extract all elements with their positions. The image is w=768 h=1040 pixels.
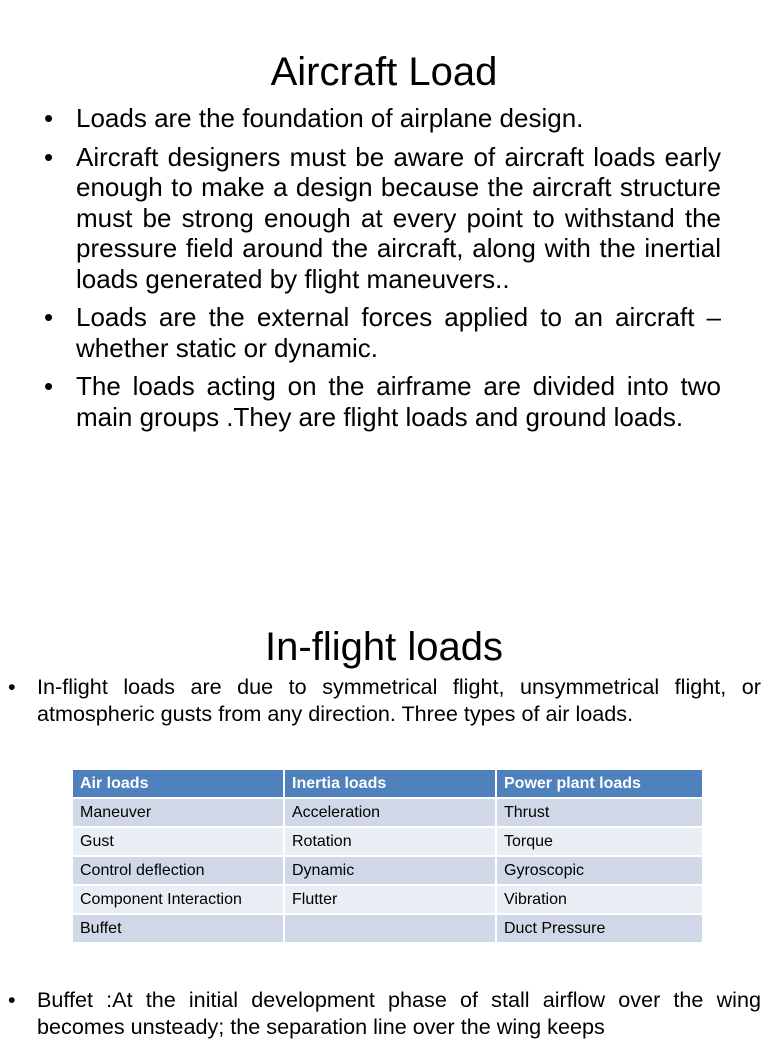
table-cell: Dynamic [284,856,496,885]
table-cell: Flutter [284,885,496,914]
table-row [72,885,703,914]
loads-table [71,768,704,944]
table-row [72,827,703,856]
table-cell: Gyroscopic [496,856,703,885]
buffet-description-list [37,986,761,1040]
table-cell: Rotation [284,827,496,856]
table-cell: Vibration [496,885,703,914]
bullet-item: • Loads are the foundation of airplane design. [76,103,721,134]
page-title-in-flight-loads: In-flight loads [265,625,503,669]
table-cell: Buffet [72,914,284,943]
bullet-item: • In-flight loads are due to symmetrical flight, unsymmetrical flight, or atmospheric gusts from any direction. Three types of air loads. [37,673,761,727]
table-cell: Control deflection [72,856,284,885]
column-header: Inertia loads [284,769,496,798]
table-cell: Duct Pressure [496,914,703,943]
table-row [72,856,703,885]
table-cell: Gust [72,827,284,856]
bullet-item: • Loads are the external forces applied to an aircraft – whether static or dynamic. [76,302,721,363]
bullet-item: • Buffet :At the initial development phase of stall airflow over the wing becomes unsteady; the separation line over the wing keeps [37,986,761,1040]
column-header: Power plant loads [496,769,703,798]
table-row [72,914,703,943]
aircraft-load-bullet-list [76,103,721,440]
column-header: Air loads [72,769,284,798]
page-title-aircraft-load: Aircraft Load [270,50,498,94]
table-cell [284,914,496,943]
table-cell: Maneuver [72,798,284,827]
bullet-item: • Aircraft designers must be aware of aircraft loads early enough to make a design because the aircraft structure must be strong enough at every point to withstand the pressure field around the aircraft, along with the inertial loads generated by flight maneuvers.. [76,142,721,295]
in-flight-intro-list [37,673,761,727]
table-row [72,798,703,827]
table-cell: Torque [496,827,703,856]
table-cell: Component Interaction [72,885,284,914]
bullet-item: • The loads acting on the airframe are divided into two main groups .They are flight loads and ground loads. [76,371,721,432]
table-cell: Thrust [496,798,703,827]
table-header-row [72,769,703,798]
table-cell: Acceleration [284,798,496,827]
